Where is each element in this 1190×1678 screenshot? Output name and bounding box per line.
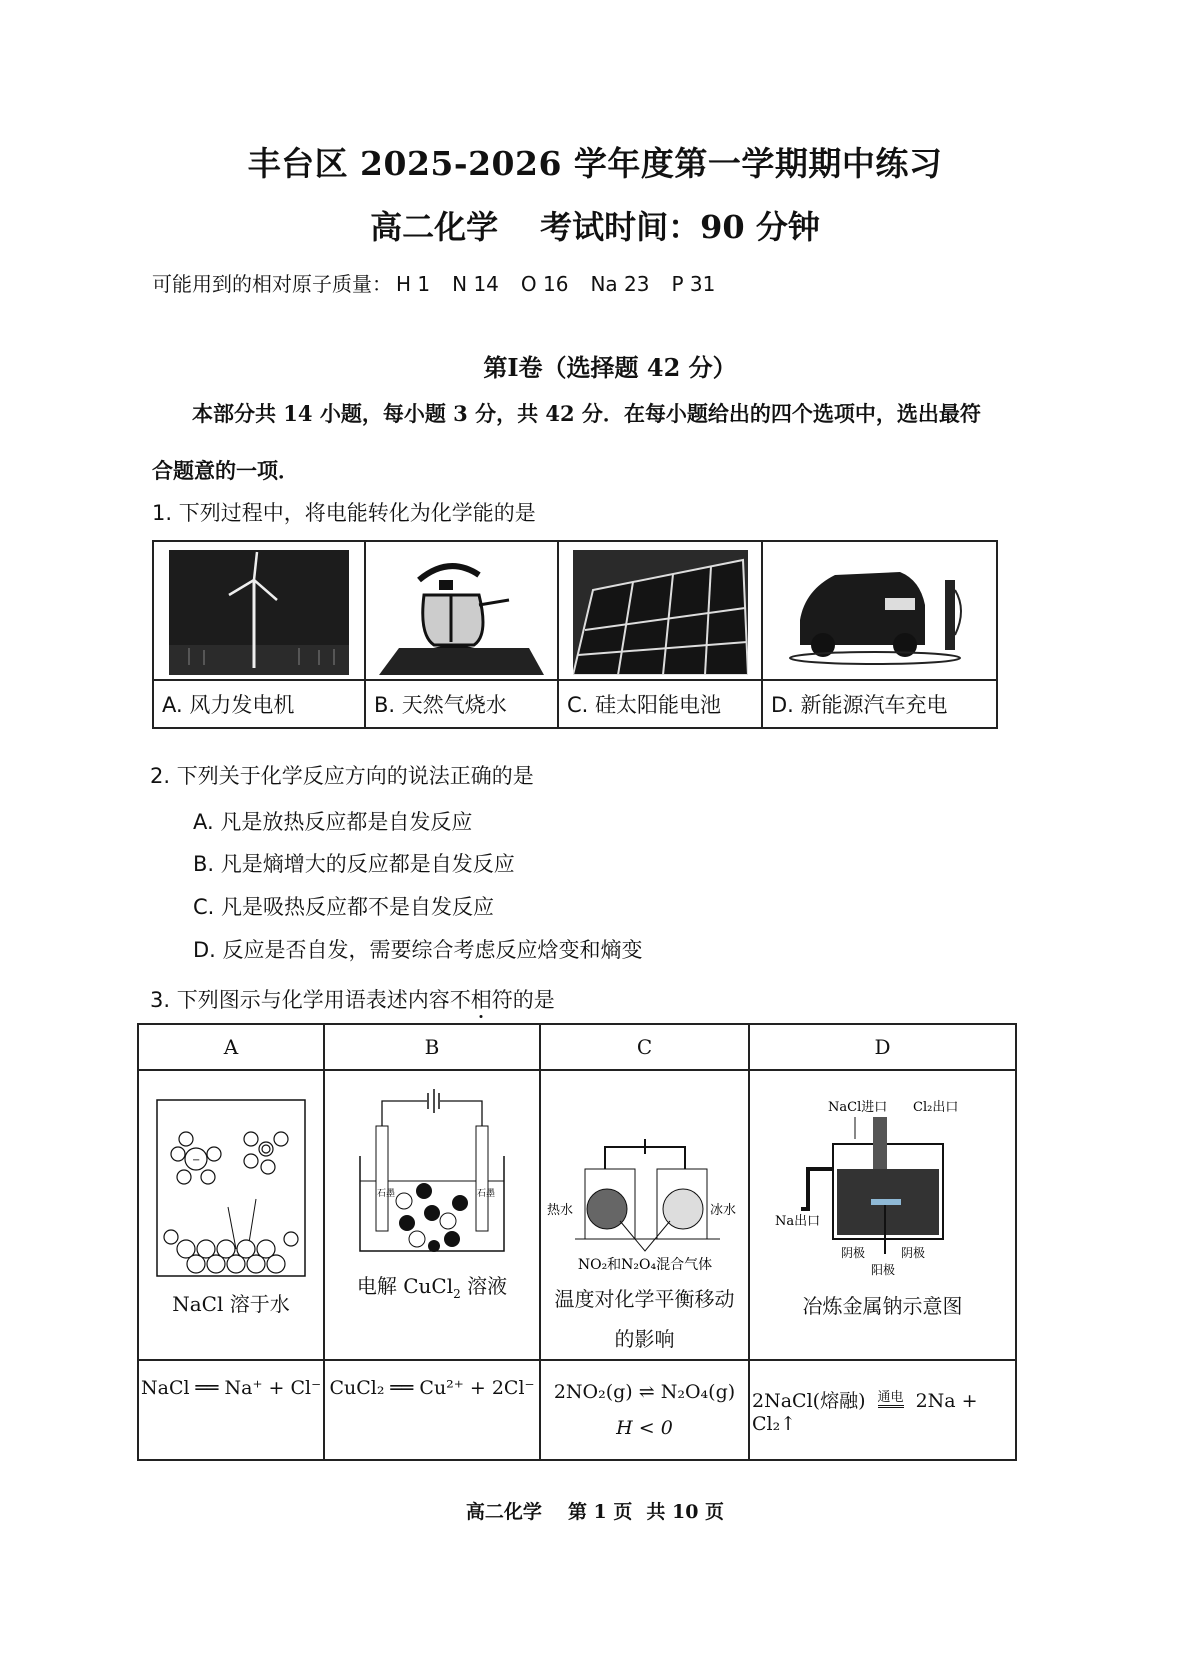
question-2-option-b[interactable]: B. 凡是熵增大的反应都是自发反应 [193, 852, 515, 876]
option-c-caption [541, 1279, 748, 1359]
nacl-inlet-label: NaCl进口 [827, 1100, 887, 1115]
cl2-outlet-label: Cl₂出口 [912, 1100, 958, 1115]
option-b-label[interactable]: B. 天然气烧水 [365, 680, 558, 728]
option-a-image-cell[interactable] [153, 541, 365, 680]
option-c-equation [540, 1360, 749, 1460]
question-2-option-c[interactable]: C. 凡是吸热反应都不是自发反应 [193, 895, 495, 919]
question-2-option-a[interactable]: A. 凡是放热反应都是自发反应 [193, 810, 473, 834]
option-a-figure-cell[interactable] [138, 1070, 324, 1360]
caption-c-line1: 温度对化学平衡移动 [554, 1287, 735, 1311]
na-outlet-label: Na出口 [774, 1214, 820, 1229]
question-1-stem: 1. 下列过程中，将电能转化为化学能的是 [152, 501, 536, 525]
question-3-stem-after: 的是 [512, 988, 555, 1012]
question-3-stem-emphasis: 不相符 [449, 988, 513, 1012]
column-header-a: A [138, 1024, 324, 1070]
option-c-image-cell[interactable] [558, 541, 762, 680]
ice-water-label: 冰水 [709, 1203, 736, 1218]
caption-b-sub: 2 [453, 1287, 461, 1301]
footer-subject: 高二化学 [465, 1501, 542, 1523]
option-d-figure-cell[interactable] [749, 1070, 1016, 1360]
caption-c-line2: 的影响 [614, 1327, 675, 1351]
no2-equilibrium-diagram [545, 1109, 745, 1274]
question-1-options-table [152, 540, 998, 729]
exam-title: 丰台区 2025-2026 学年度第一学期期中练习 [247, 144, 943, 183]
column-header-c: C [540, 1024, 749, 1070]
question-2-option-d[interactable]: D. 反应是否自发，需要综合考虑反应焓变和熵变 [193, 938, 643, 962]
section-title: 第Ⅰ卷（选择题 42 分） [483, 353, 737, 382]
graphite-electrode-left: 石墨 [377, 1189, 396, 1199]
option-c-label[interactable]: C. 硅太阳能电池 [558, 680, 762, 728]
option-d-equation-left: 2NaCl(熔融) [752, 1389, 866, 1412]
question-3-stem [150, 984, 555, 1014]
section-intro-line1: 本部分共 14 小题，每小题 3 分，共 42 分．在每小题给出的四个选项中，选出最符 [192, 401, 981, 426]
option-d-equation [749, 1360, 1016, 1460]
option-b-figure-cell[interactable] [324, 1070, 540, 1360]
nacl-dissolution-diagram [156, 1099, 306, 1277]
mass-p: P 31 [671, 272, 716, 296]
caption-b-pre: 电解 CuCl [356, 1274, 454, 1298]
option-d-equation-right: 2Na + Cl₂↑ [752, 1389, 978, 1435]
option-d-label[interactable]: D. 新能源汽车充电 [762, 680, 997, 728]
question-2-stem: 2. 下列关于化学反应方向的说法正确的是 [150, 764, 534, 788]
section-intro-line2: 合题意的一项． [152, 458, 299, 483]
question-3-table [137, 1023, 1017, 1461]
mass-h: H 1 [396, 272, 431, 296]
option-d-caption: 冶炼金属钠示意图 [802, 1294, 963, 1318]
column-header-d: D [749, 1024, 1016, 1070]
footer-page: 第 1 页 [567, 1501, 633, 1523]
atomic-masses [152, 268, 715, 297]
sodium-smelting-diagram [773, 1089, 993, 1279]
caption-b-post: 溶液 [460, 1274, 508, 1298]
question-3-stem-before: 3. 下列图示与化学用语表述内容 [150, 988, 450, 1012]
cathode-left-label: 阴极 [840, 1246, 865, 1260]
option-b-equation: CuCl₂ ══ Cu²⁺ + 2Cl⁻ [324, 1360, 540, 1460]
option-b-caption [325, 1264, 539, 1316]
option-c-equation-line1: 2NO₂(g) ⇌ N₂O₄(g) [553, 1381, 736, 1403]
exam-subtitle [0, 202, 1190, 248]
subject-label: 高二化学 [370, 208, 499, 246]
exam-time: 考试时间：90 分钟 [540, 208, 820, 246]
option-a-caption: NaCl 溶于水 [172, 1292, 290, 1316]
page-footer [0, 1497, 1190, 1524]
option-d-condition: 通电 [878, 1386, 904, 1408]
option-c-equation-line2: H < 0 [616, 1417, 673, 1439]
mass-na: Na 23 [590, 272, 650, 296]
option-c-figure-cell[interactable] [540, 1070, 749, 1360]
mass-n: N 14 [452, 272, 499, 296]
mass-o: O 16 [520, 272, 569, 296]
option-a-label[interactable]: A. 风力发电机 [153, 680, 365, 728]
graphite-electrode-right: 石墨 [477, 1189, 496, 1199]
hot-water-label: 热水 [546, 1203, 573, 1218]
column-header-b: B [324, 1024, 540, 1070]
gas-stove-kettle-photo [379, 550, 544, 675]
option-d-image-cell[interactable] [762, 541, 997, 680]
footer-total: 共 10 页 [646, 1501, 725, 1523]
option-a-equation: NaCl ══ Na⁺ + Cl⁻ [138, 1360, 324, 1460]
atomic-mass-label: 可能用到的相对原子质量： [152, 272, 392, 296]
wind-turbine-photo [169, 550, 349, 675]
cucl2-electrolysis-diagram [352, 1081, 512, 1259]
option-b-image-cell[interactable] [365, 541, 558, 680]
cathode-right-label: 阴极 [900, 1246, 925, 1260]
solar-panel-photo [573, 550, 748, 675]
anode-label: 阳极 [870, 1263, 895, 1277]
ev-charging-photo [785, 550, 975, 675]
gas-mixture-label: NO₂和N₂O₄混合气体 [577, 1257, 712, 1273]
chloride-ion-symbol: − [192, 1155, 201, 1166]
